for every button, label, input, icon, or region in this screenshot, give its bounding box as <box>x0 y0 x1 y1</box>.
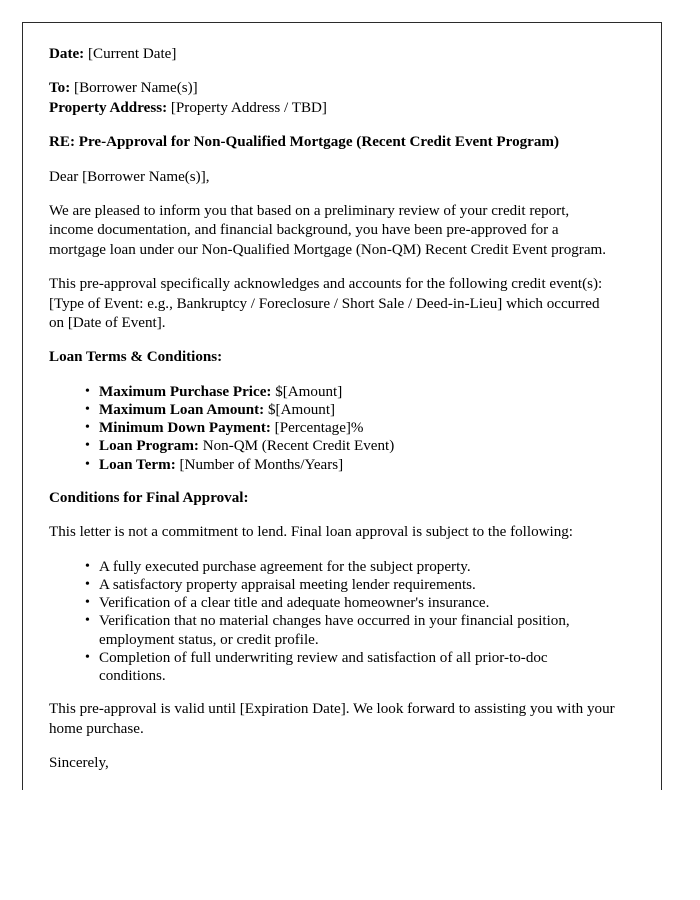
loan-term-value: Non-QM (Recent Credit Event) <box>198 438 395 455</box>
to-label: To: <box>49 80 71 97</box>
date-line <box>49 45 615 64</box>
validity-paragraph: This pre-approval is valid until [Expiration Date]. We look forward to assisting you with your home purchase. <box>49 701 615 737</box>
loan-term-label: Maximum Purchase Price: <box>99 383 272 400</box>
intro-paragraph: We are pleased to inform you that based on a preliminary review of your credit report, income documentation, and financial background, you have been pre-approved for a mortgage loan under our Non-Qualified Mortgage (Non-QM) Recent Credit Event program. <box>49 203 607 258</box>
list-item <box>85 456 615 474</box>
loan-term-label: Maximum Loan Amount: <box>99 402 265 419</box>
property-address-line <box>49 99 615 118</box>
list-item <box>85 437 615 455</box>
salutation: Dear [Borrower Name(s)], <box>49 168 210 185</box>
conditions-heading: Conditions for Final Approval: <box>49 489 249 506</box>
conditions-list <box>49 558 615 685</box>
list-item: • A satisfactory property appraisal meeting lender requirements. <box>85 576 615 594</box>
loan-term-value: $[Amount] <box>271 383 343 400</box>
loan-terms-heading: Loan Terms & Conditions: <box>49 349 223 366</box>
letter-body <box>49 45 615 808</box>
list-item: • Verification of a clear title and adequate homeowner's insurance. <box>85 594 615 612</box>
list-item <box>85 401 615 419</box>
date-label: Date: <box>49 46 85 62</box>
to-value: [Borrower Name(s)] <box>70 80 198 97</box>
loan-term-value: [Number of Months/Years] <box>175 456 344 473</box>
conditions-intro: This letter is not a commitment to lend. Final loan approval is subject to the following: <box>49 524 573 541</box>
list-item <box>85 419 615 437</box>
list-item: • Completion of full underwriting review and satisfaction of all prior-to-doc conditions. <box>85 649 615 685</box>
date-value: [Current Date] <box>84 46 177 62</box>
list-item: • Verification that no material changes have occurred in your financial position, employment status, or credit profile. <box>85 612 615 648</box>
loan-terms-list <box>49 383 615 474</box>
loan-term-value: [Percentage]% <box>270 420 364 437</box>
list-item: • A fully executed purchase agreement for the subject property. <box>85 558 615 576</box>
page-bottom-whitespace <box>0 790 700 900</box>
letter-page <box>22 22 662 812</box>
loan-term-label: Loan Program: <box>99 438 199 455</box>
recipient-block <box>49 79 615 118</box>
loan-term-label: Loan Term: <box>99 456 176 473</box>
list-item <box>85 383 615 401</box>
to-line <box>49 79 615 98</box>
subject-line: RE: Pre-Approval for Non-Qualified Mortgage (Recent Credit Event Program) <box>49 134 560 151</box>
property-address-value: [Property Address / TBD] <box>167 99 327 116</box>
property-address-label: Property Address: <box>49 99 168 116</box>
loan-term-label: Minimum Down Payment: <box>99 420 271 437</box>
loan-term-value: $[Amount] <box>264 402 336 419</box>
credit-event-paragraph: This pre-approval specifically acknowledges and accounts for the following credit event(s): [Type of Event: e.g., Bankruptcy / Foreclosure / Short Sale / Deed-in-Lieu] which occurred on [Date of Event]. <box>49 276 603 332</box>
closing: Sincerely, <box>49 754 109 771</box>
